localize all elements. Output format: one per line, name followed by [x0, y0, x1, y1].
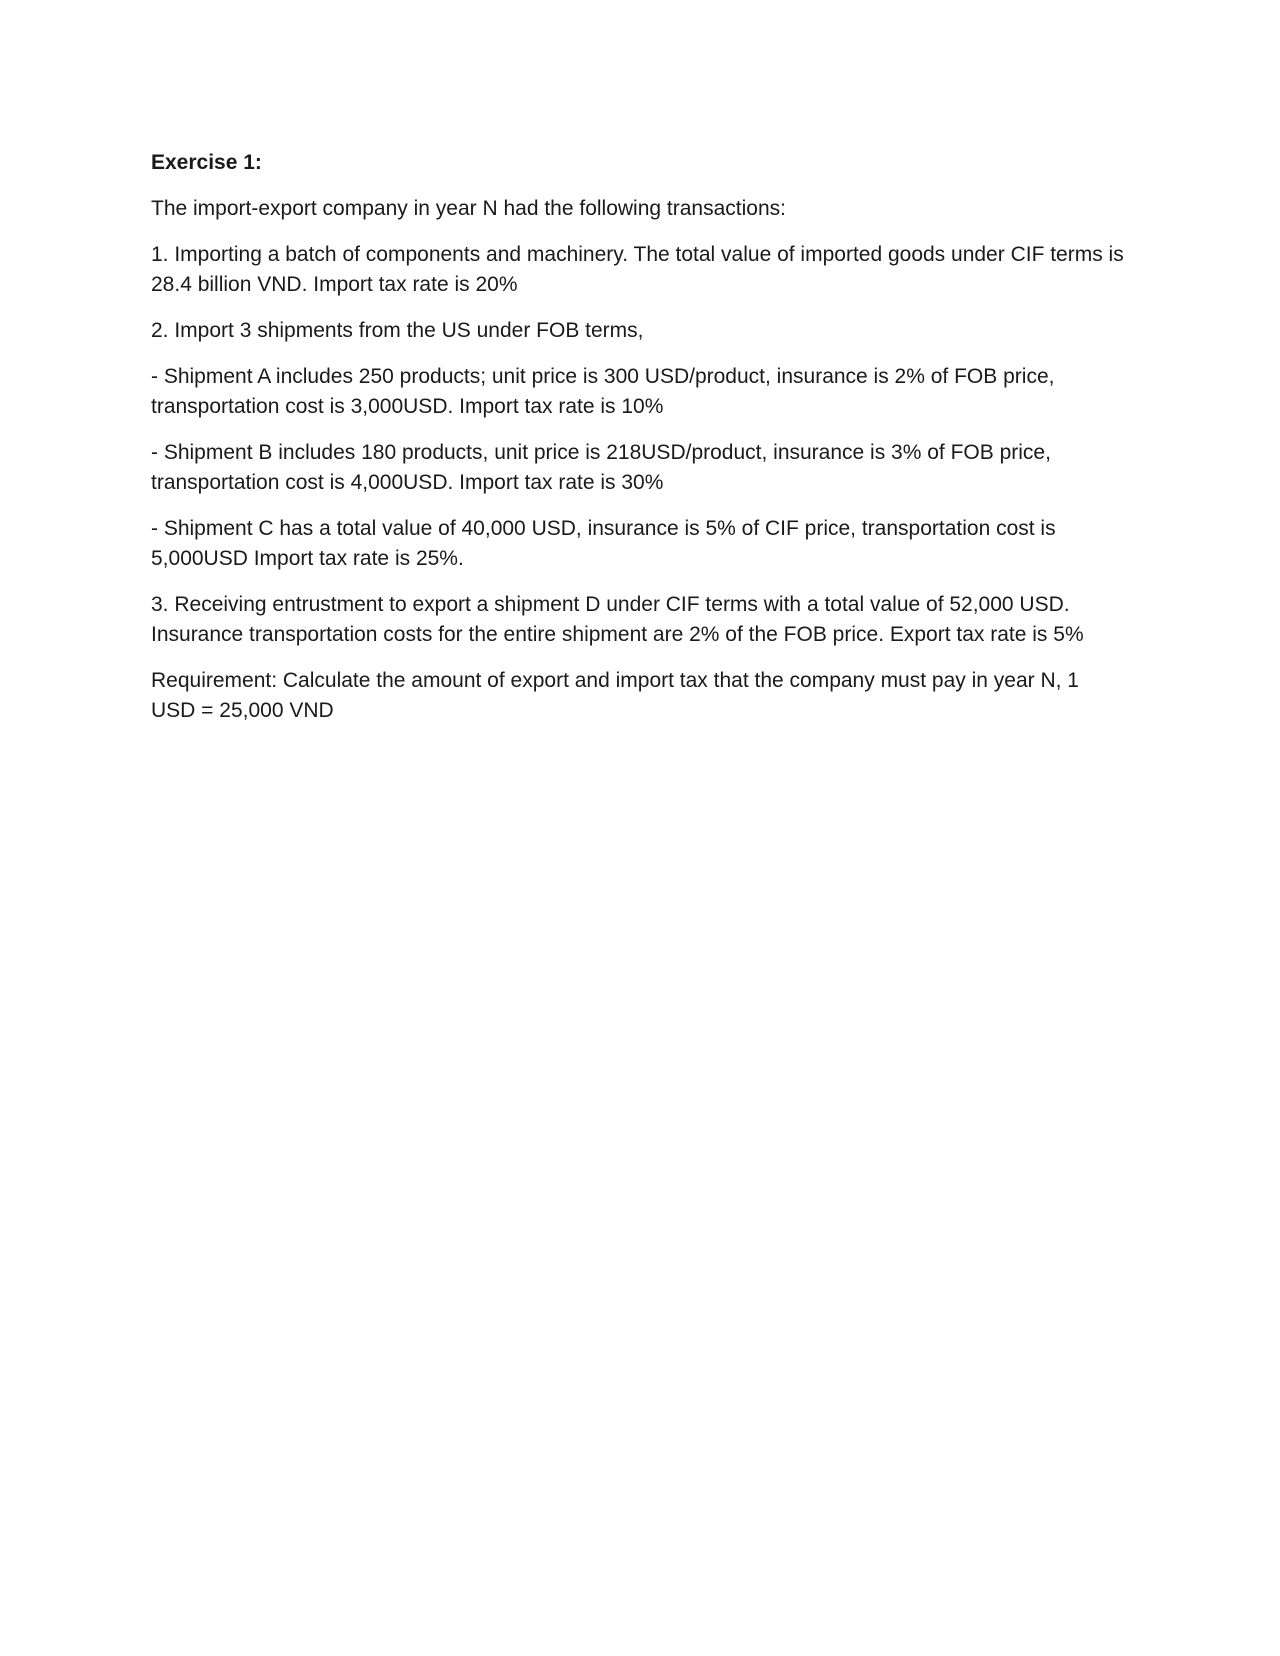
shipment-a-paragraph: - Shipment A includes 250 products; unit price is 300 USD/product, insurance is 2% of FOB price, transportation cost is 3,000USD. Import tax rate is 10%: [151, 365, 1055, 418]
intro-paragraph: The import-export company in year N had the following transactions:: [151, 197, 786, 220]
shipment-c-paragraph: - Shipment C has a total value of 40,000 USD, insurance is 5% of CIF price, transportation cost is 5,000USD Import tax rate is 25%.: [151, 517, 1056, 570]
requirement-paragraph: Requirement: Calculate the amount of export and import tax that the company must pay in year N, 1 USD = 25,000 VND: [151, 669, 1079, 722]
shipment-b-paragraph: - Shipment B includes 180 products, unit price is 218USD/product, insurance is 3% of FOB price, transportation cost is 4,000USD. Import tax rate is 30%: [151, 441, 1051, 494]
transaction-2-paragraph: 2. Import 3 shipments from the US under FOB terms,: [151, 319, 644, 342]
transaction-1-paragraph: 1. Importing a batch of components and machinery. The total value of imported goods under CIF terms is 28.4 billion VND. Import tax rate is 20%: [151, 243, 1124, 296]
transaction-3-paragraph: 3. Receiving entrustment to export a shipment D under CIF terms with a total value of 52,000 USD. Insurance transportation costs for the entire shipment are 2% of the FOB price. Export tax rate is 5%: [151, 593, 1084, 646]
exercise-heading: Exercise 1:: [151, 151, 262, 174]
document-body: [151, 148, 1126, 742]
